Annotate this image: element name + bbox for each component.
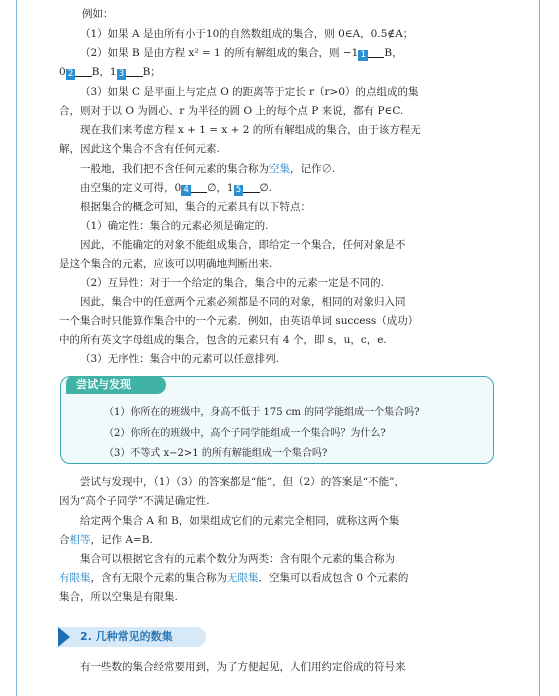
term-equal: 相等 (69, 534, 91, 546)
paragraph-line: （3）如果 C 是平面上与定点 O 的距离等于定长 r（r>0）的点组成的集 (80, 86, 419, 98)
paragraph-line: 给定两个集合 A 和 B，如果组成它们的元素完全相同，就称这两个集 (80, 515, 400, 527)
paragraph-line: 合，则对于以 O 为圆心、r 为半径的圆 O 上的每个点 P 来说，都有 P∈C. (59, 105, 404, 117)
explore-question: （2）你所在的班级中，高个子同学能组成一个集合吗？为什么? (104, 428, 386, 439)
blank-number-tag: 5 (235, 185, 242, 195)
paragraph-line: （1）确定性：集合的元素必须是确定的. (80, 220, 269, 232)
paragraph-line: 根据集合的概念可知，集合的元素具有以下特点： (80, 201, 311, 213)
paragraph-line: 有一些数的集合经常要用到，为了方便起见，人们用约定俗成的符号来 (80, 661, 406, 673)
paragraph-line: 因此，不能确定的对象不能组成集合，即给定一个集合，任何对象是不 (80, 239, 406, 251)
paragraph-line: （2）互异性：对于一个给定的集合，集合中的元素一定是不同的. (80, 277, 385, 289)
answer-blank[interactable] (181, 182, 207, 193)
paragraph-line: 因为“高个子同学”不满足确定性. (59, 495, 210, 507)
paragraph-line: 是这个集合的元素，应该可以明确地判断出来. (59, 258, 273, 270)
paragraph-line: 集合可以根据它含有的元素个数分为两类：含有限个元素的集合称为 (80, 553, 395, 565)
paragraph-line: 中的所有英文字母组成的集合，包含的元素只有 4 个，即 s，u，c，e. (59, 334, 387, 346)
paragraph-line: 有限集，含有无限个元素的集合称为无限集．空集可以看成包含 0 个元素的 (59, 572, 409, 584)
paragraph-line: （3）无序性：集合中的元素可以任意排列. (80, 353, 280, 365)
blank-number-tag: 3 (118, 69, 125, 79)
term-infinite-set: 无限集 (227, 572, 259, 584)
paragraph-line: 集合，所以空集是有限集. (59, 591, 178, 603)
answer-blank[interactable] (234, 182, 260, 193)
blank-number-tag: 2 (67, 69, 74, 79)
paragraph-line: 现在我们来考虑方程 x + 1 = x + 2 的所有解组成的集合，由于该方程无 (80, 124, 421, 136)
term-finite-set: 有限集 (59, 572, 91, 584)
paragraph-line: 尝试与发现中，（1）（3）的答案都是“能”，但（2）的答案是“不能”， (80, 476, 406, 488)
section-heading (58, 627, 206, 647)
example-label: 例如： (82, 8, 114, 20)
paragraph-line: 一般地，我们把不含任何元素的集合称为空集，记作∅. (80, 163, 336, 175)
paragraph-line: 一个集合时只能算作集合中的一个元素．例如，由英语单词 success（成功） (59, 315, 419, 327)
section-title: 2. 几种常见的数集 (80, 630, 173, 643)
section-arrow-icon (58, 627, 70, 647)
paragraph-line: 因此，集合中的任意两个元素必须都是不同的对象，相同的对象归入同 (80, 296, 406, 308)
explore-title: 尝试与发现 (66, 376, 166, 394)
blank-number-tag: 4 (183, 185, 189, 195)
paragraph-line: （1）如果 A 是由所有小于10的自然数组成的集合，则 0∈A，0.5∉A； (80, 28, 414, 40)
paragraph-line: 解，因此这个集合不含有任何元素. (59, 143, 220, 155)
explore-question: （3）不等式 x−2>1 的所有解能组成一个集合吗? (104, 448, 328, 459)
paragraph-line: （2）如果 B 是由方程 x² = 1 的所有解组成的集合，则 −1 1 B， (80, 47, 403, 60)
answer-blank[interactable] (117, 66, 143, 77)
answer-blank[interactable] (66, 66, 92, 77)
paragraph-line: 0 2 B，1 3 B； (59, 66, 161, 79)
paragraph-line: 合相等，记作 A=B. (59, 534, 153, 546)
explore-question: （1）你所在的班级中，身高不低于 175 cm 的同学能组成一个集合吗? (104, 407, 420, 418)
term-empty-set: 空集 (269, 163, 290, 175)
answer-blank[interactable] (358, 47, 384, 58)
paragraph-line: 由空集的定义可得，0 4 ∅，1 5 ∅. (80, 182, 272, 195)
blank-number-tag: 1 (360, 50, 367, 60)
